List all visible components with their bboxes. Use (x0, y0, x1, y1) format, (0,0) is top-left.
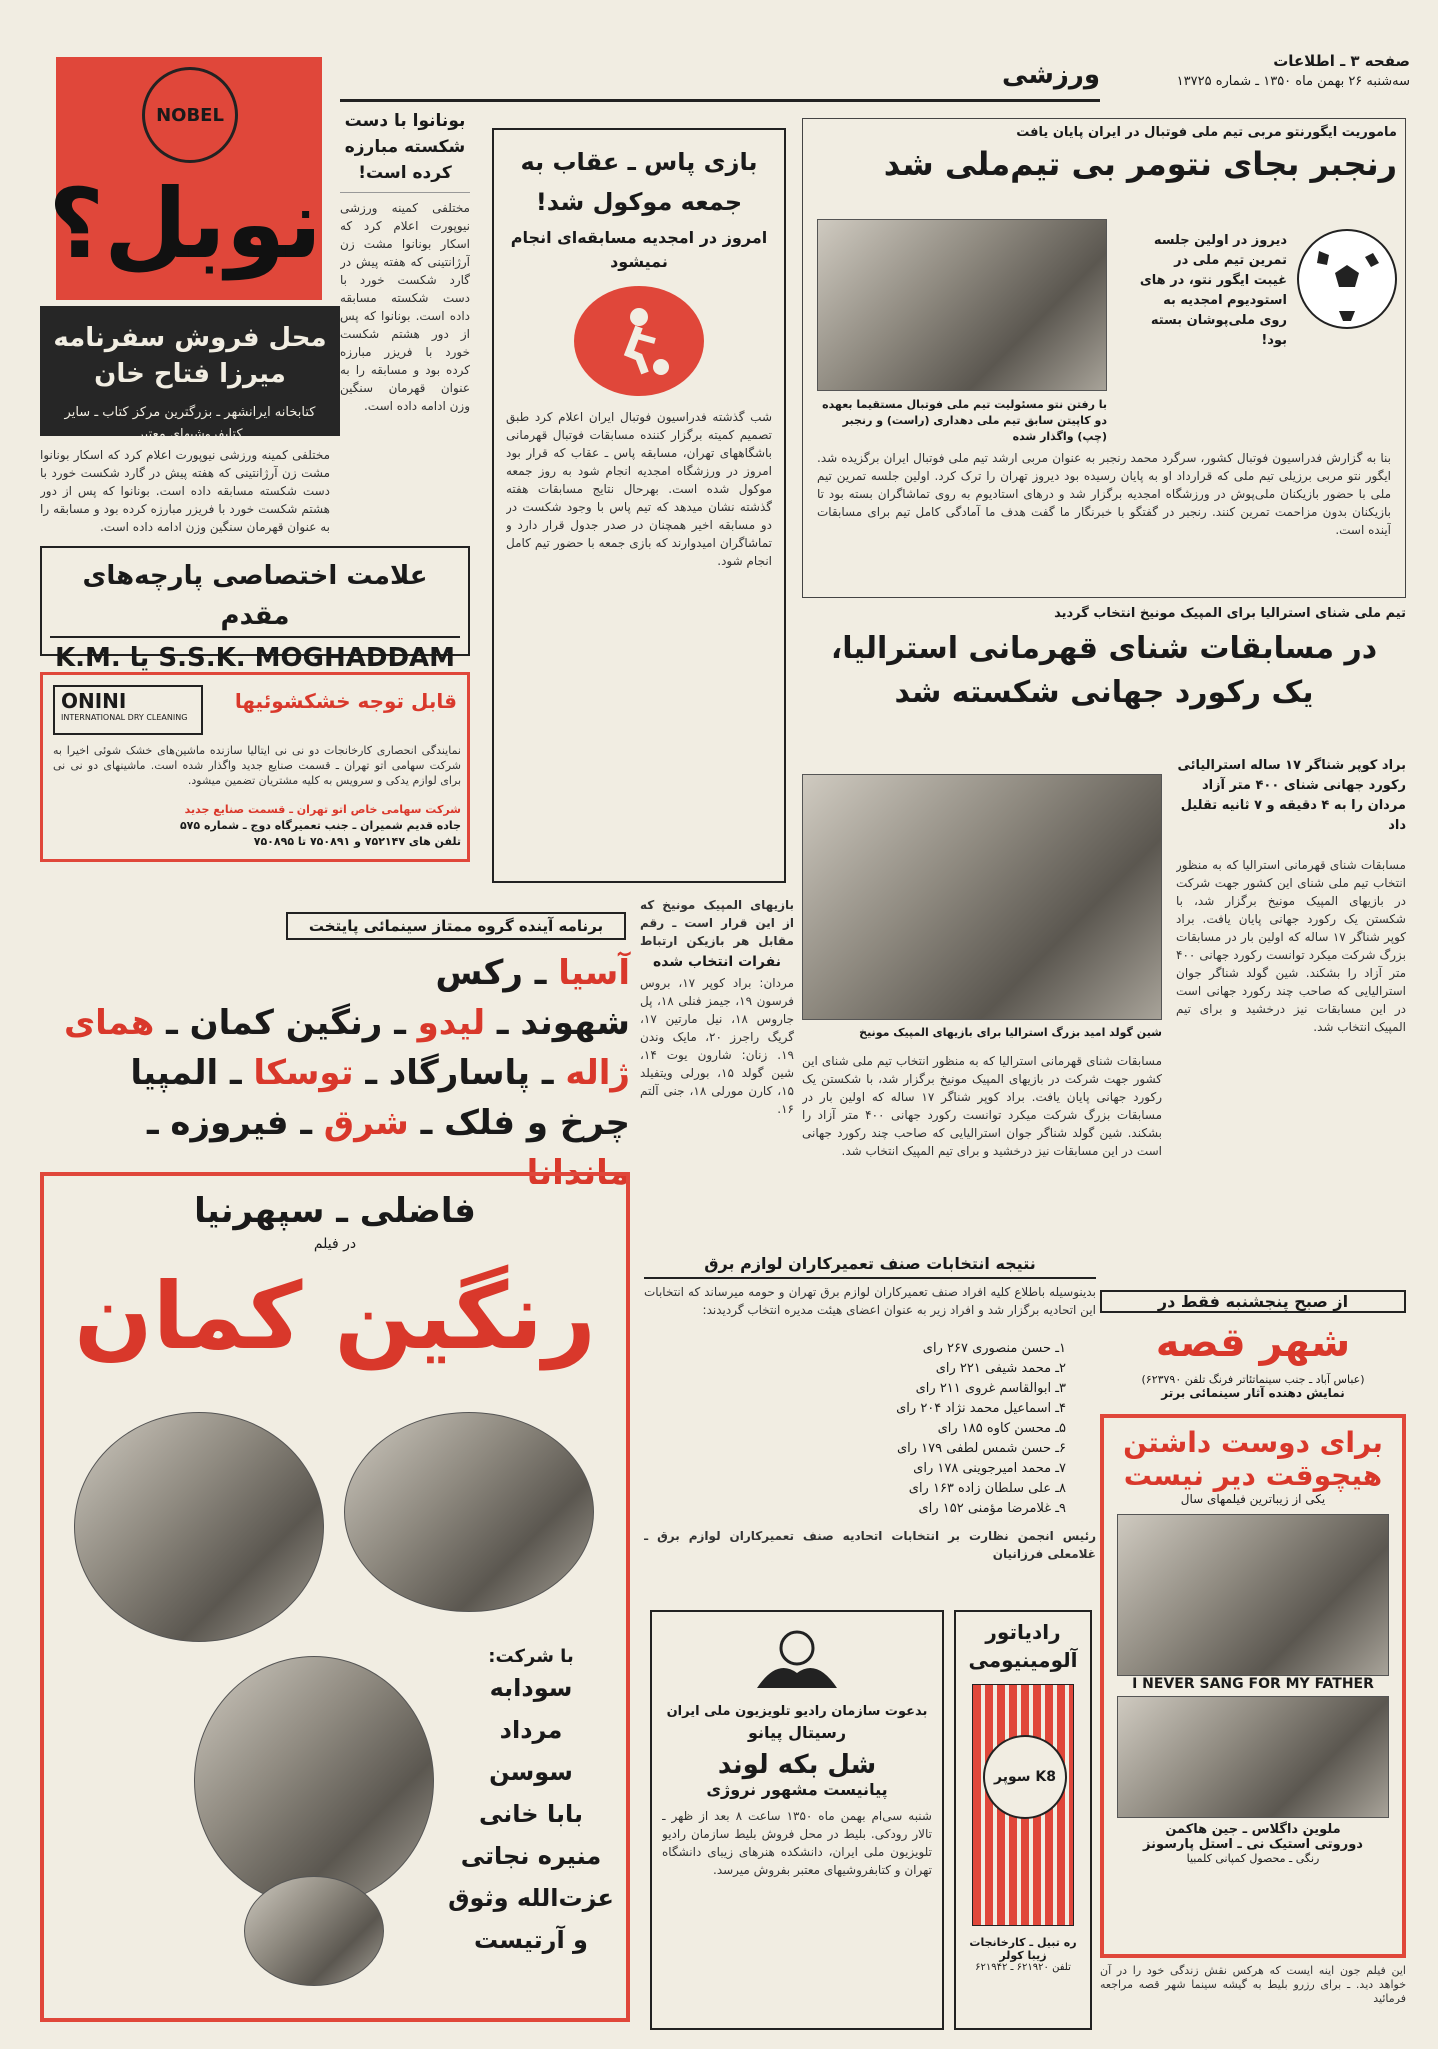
olympic-list-heading: نفرات انتخاب شده (653, 954, 781, 970)
nobel-note: کتابخانه ایرانشهر ـ بزرگترین مرکز کتاب ـ سایر کتابفروشیهای معتبر (64, 405, 316, 442)
date-line: سه‌شنبه ۲۶ بهمن ماه ۱۳۵۰ ـ شماره ۱۳۷۲۵ (1176, 74, 1410, 89)
election-heading: نتیجه انتخابات صنف تعمیرکاران لوازم برق (644, 1254, 1096, 1279)
never-sang-title-1: برای دوست داشتن (1123, 1426, 1383, 1459)
never-sang-photo-1 (1117, 1514, 1389, 1676)
shahr-banner: از صبح پنجشنبه فقط در (1100, 1290, 1406, 1313)
lion-sun-icon (737, 1628, 857, 1698)
trademark-latin: K.M. یا S.S.K. MOGHADDAM (50, 636, 460, 678)
never-sang-cast-2: دوروتی استیک نی ـ استل پارسونز (1143, 1837, 1363, 1852)
pass-oghab-body: شب گذشته فدراسیون فوتبال ایران اعلام کرد طبق تصمیم کمیته برگزار کننده مسابقات فوتبال قهرمانی باشگاههای تهران، مسابقه پاس ـ عقاب که قرار بود امروز در ورزشگاه امجدیه انجام شود به روز جمعه موکول شده است. بهرحال نتایج مسابقات هفته گذشته نشان میدهد که تیم پاس با وجود شکست در دو مسابقه اخیر همچنان در صدر جدول قرار دارد و تماشاگران امیدوارند که بازی جمعه با حضور تیم کامل انجام شود. (506, 410, 772, 568)
pass-oghab-box (492, 128, 786, 883)
main-caption: با رفتن نتو مسئولیت تیم ملی فوتبال مستقیما بعهده دو کاپیتن سابق تیم ملی دهداری (راست) و رنجبر (چپ) واگذار شده (822, 398, 1107, 443)
main-kicker: ماموریت ایگورنتو مربی تیم ملی فوتبال در ایران پایان یافت (1016, 125, 1397, 140)
bunanos-story (340, 108, 470, 538)
radiator-ad (954, 1610, 1092, 2030)
page-info: صفحه ۳ ـ اطلاعات (1273, 52, 1410, 70)
olympic-lede: براد کوپر شناگر ۱۷ ساله استرالیائی رکورد جهانی شنای ۴۰۰ متر آزاد مردان را به ۴ دقیقه و ۷ ثانیه تقلیل داد (1177, 758, 1406, 833)
election-result: ۸ـ علی سلطان زاده ۱۶۳ رای (908, 1481, 1066, 1496)
cinema-list (40, 948, 630, 1193)
football-ball-icon (1299, 231, 1395, 327)
never-sang-photo-2 (1117, 1696, 1389, 1818)
film-stars: فاضلی ـ سپهرنیا (194, 1191, 476, 1231)
bunanos-bottom-text: مختلفی کمینه ورزشی نیوپورت اعلام کرد که اسکار بونانوا مشت زن آرژانتینی که هفته پیش در گارد شکست خورد با دست شکسته مسابقه داده است. بونانوا که پس از دور هشتم شکست خورد با فریزر مبارزه کرده بود و مسابقه را به عنوان قهرمان سنگین وزن ادامه داده است. (40, 448, 330, 534)
recital-type: رسیتال پیانو (747, 1723, 847, 1742)
shahr-cinema: شهر قصه (1155, 1320, 1351, 1366)
pass-oghab-headline: بازی پاس ـ عقاب به جمعه موکول شد! (520, 148, 758, 216)
onini-company: شرکت سهامی خاص اتو تهران ـ قسمت صنایع جدید (184, 803, 461, 816)
election-results (644, 1339, 1096, 1519)
recital-org: بدعوت سازمان رادیو تلویزیون ملی ایران (666, 1704, 928, 1719)
onini-phones: تلفن های ۷۵۲۱۴۷ و ۷۵۰۸۹۱ تا ۷۵۰۸۹۵ (253, 835, 461, 848)
olympic-list (640, 896, 794, 1246)
main-bullet: دیروز در اولین جلسه تمرین تیم ملی در غیبت ایگور نتو، در های استودیوم امجدیه به روی ملی‌پوشان بسته بود! (1139, 233, 1287, 348)
football-ball (1297, 229, 1397, 329)
election-result: ۵ـ محسن کاوه ۱۸۵ رای (937, 1421, 1066, 1436)
election-intro: بدینوسیله باطلاع کلیه افراد صنف تعمیرکاران لوازم برق تهران و حومه میرساند که انتخابات این اتحادیه برگزار شد و افراد زیر به عنوان اعضای هیئت مدیره انتخاب گردیدند: (644, 1285, 1096, 1317)
main-headline: رنجبر بجای نتومر بی تیم‌ملی شد (883, 145, 1397, 183)
onini-logo: ONINI INTERNATIONAL DRY CLEANING (53, 685, 203, 735)
never-sang-tagline: این فیلم جون اینه ایست که هرکس نقش زندگی خود را در آن خواهد دید. ـ برای رزرو بلیط به گیشه سینما شهر قصه مراجعه فرمائید (1100, 1964, 1406, 2004)
olympic-list-intro: بازیهای المپیک مونیخ که از این قرار است ـ رقم مقابل هر بازیکن ارتباط (640, 898, 794, 948)
olympic-photo (802, 774, 1162, 1020)
election-result: ۲ـ محمد شیفی ۲۲۱ رای (935, 1361, 1066, 1376)
shahr-sub: نمایش دهنده آثار سینمائی برتر (1161, 1386, 1345, 1400)
shahr-address: (عباس آباد ـ جنب سینماتئاتر فرنگ تلفن ۶۲۳۷۹۰) (1141, 1373, 1365, 1386)
never-sang-english: I NEVER SANG FOR MY FATHER (1132, 1676, 1374, 1692)
football-player-icon (599, 301, 679, 381)
main-photo (817, 219, 1107, 391)
football-emblem (574, 286, 704, 396)
onini-headline: قابل توجه خشکشوئیها (234, 689, 457, 713)
never-sang-title-2: هیچوقت دیر نیست (1123, 1459, 1383, 1492)
recital-emblem (737, 1628, 857, 1698)
nobel-sub-box (40, 306, 340, 442)
shahr-ghesse-ad (1100, 1290, 1406, 2030)
olympic-headline-1: در مسابقات شنای قهرمانی استرالیا، (830, 631, 1378, 666)
film-photo-1 (74, 1412, 324, 1642)
film-photo-2 (344, 1412, 594, 1612)
radiator-image (972, 1684, 1074, 1926)
recital-details: شنبه سی‌ام بهمن ماه ۱۳۵۰ ساعت ۸ بعد از ظهر ـ تالار رودکی. بلیط در محل فروش بلیط سازمان رادیو تلویزیون ملی ایران، دانشکده هنرهای زیبای دانشگاه تهران و کتابفروشیهای معتبر بفروش میرسد. (662, 1809, 932, 1877)
bunanos-headline: بونانوا با دست شکسته مبارزه کرده است! (340, 108, 470, 193)
cinema-row-1: آسیا ـ رکس (435, 953, 630, 993)
election-result: ۱ـ حسن منصوری ۲۶۷ رای (922, 1341, 1066, 1356)
section-title: ورزشی (340, 60, 1100, 102)
onini-body: نمایندگی انحصاری کارخانجات دو نی نی ایتالیا سازنده ماشین‌های خشک شوئی اخیرا به شرکت سهامی اتو تهران ـ قسمت صنایع جدید واگذار شده است. ماشینهای دو نی نی برای لوازم یدکی و سرویس به کلیه مشتریان تضمین میشود. (53, 744, 461, 787)
election-box (640, 1250, 1100, 1600)
election-result: ۷ـ محمد امیرجوینی ۱۷۸ رای (913, 1461, 1066, 1476)
pass-oghab-sub: امروز در امجدیه مسابقه‌ای انجام نمیشود (510, 228, 768, 271)
olympic-list-body: مردان: براد کوپر ۱۷، بروس فرسون ۱۹، جیمز فنلی ۱۸، پل جاروس ۱۸، نیل مارتین ۱۷، گریگ راجرز ۲۰، مایک وندن ۱۹. زنان: شارون یوت ۱۴، شین گولد ۱۵، بورلی ویتفیلد ۱۵، کارن مورلی ۱۸، جنی آلتم ۱۶. (640, 976, 794, 1116)
olympic-headline-2: یک رکورد جهانی شکسته شد (894, 675, 1314, 710)
film-title: رنگین کمان (74, 1263, 596, 1370)
election-result: ۹ـ غلامرضا مؤمنی ۱۵۲ رای (918, 1501, 1066, 1516)
election-footer: رئیس انجمن نظارت بر انتخابات اتحادیه صنف تعمیرکاران لوازم برق ـ غلامعلی فرزانیان (644, 1529, 1096, 1561)
olympic-story (802, 606, 1406, 1246)
onini-address: جاده قدیم شمیران ـ جنب تعمیرگاه دوج ـ شماره ۵۷۵ (179, 819, 461, 832)
never-sang-sub: یکی از زیباترین فیلمهای سال (1180, 1492, 1326, 1506)
film-photo-4 (244, 1876, 384, 1986)
radiator-brand: K8 سوپر (983, 1735, 1067, 1819)
olympic-kicker: تیم ملی شنای استرالیا برای المپیک مونیخ انتخاب گردید (1054, 606, 1406, 621)
trademark-title: علامت اختصاصی پارچه‌های مقدم (82, 561, 428, 631)
never-sang-studio: رنگی ـ محصول کمپانی کلمبیا (1186, 1852, 1320, 1865)
election-result: ۶ـ حسن شمس لطفی ۱۷۹ رای (896, 1441, 1066, 1456)
nobel-logo: NOBEL (142, 67, 238, 163)
bunanos-body: مختلفی کمینه ورزشی نیوپورت اعلام کرد که اسکار بونانوا مشت زن آرژانتینی که هفته پیش در گارد شکست خورد با دست شکسته مسابقه داده است. بونانوا که پس از دور هشتم شکست خورد با فریزر مبارزه کرده بود و مسابقه را به عنوان قهرمان سنگین وزن ادامه داده است. (340, 201, 470, 413)
cinema-row-3: ژاله ـ پاسارگاد ـ توسکا ـ المپیا (130, 1053, 630, 1093)
never-sang-box (1100, 1414, 1406, 1958)
cinema-banner: برنامه آینده گروه ممتاز سینمائی پایتخت (286, 912, 626, 940)
nobel-brand: نوبل؟ (48, 168, 322, 280)
film-cast: با شرکت: سودابه مرداد سوسن بابا خانی منیره نجاتی عزت‌الله وثوق و آرتیست (448, 1646, 614, 1954)
main-story (802, 118, 1406, 598)
cinema-row-2: شهوند ـ لیدو ـ رنگین کمان ـ همای (64, 1003, 630, 1043)
election-result: ۳ـ ابوالقاسم غروی ۲۱۱ رای (915, 1381, 1066, 1396)
election-result: ۴ـ اسماعیل محمد نژاد ۲۰۴ رای (896, 1401, 1066, 1416)
main-body: بنا به گزارش فدراسیون فوتبال کشور، سرگرد محمد رنجبر به عنوان مربی ارشد تیم ملی فوتبال ایران برگزیده شد. ایگور نتو مربی برزیلی تیم ملی که قرارداد او به پایان رسیده بود دیروز تهران را ترک کرد. اولین جلسه تمرین تیم ملی با حضور بازیکنان ملی‌پوش در ورزشگاه امجدیه برگزار شد و درهای استادیوم به روی تماشاگران بسته بود تا بازیکنان بدون مزاحمت تمرین کنند. رنجبر در گفتگو با خبرنگار ما گفت هدف ما آمادگی کامل تیم برای مسابقات آینده است. (817, 451, 1391, 537)
radiator-title: رادیاتور آلومینیومی (968, 1620, 1078, 1672)
nobel-subtitle: محل فروش سفرنامه میرزا فتاح خان (53, 323, 327, 389)
olympic-body-2: مسابقات شنای قهرمانی استرالیا که به منظور انتخاب تیم ملی شنای این کشور جهت شرکت در بازیهای المپیک مونیخ برگزار شد، با شکستن یک رکورد جهانی پایان یافت. براد کوپر شناگر ۱۷ ساله که اولین بار در مسابقات بزرگ شرکت میکرد توانست رکورد جهانی ۴۰۰ متر آزاد را بشکند. شین گولد شناگر جوان استرالیایی که صاحب چند رکورد جهانی است در این مسابقات نیز درخشید و برای تیم المپیک انتخاب شد. (802, 1054, 1162, 1158)
nobel-ad (48, 57, 322, 300)
film-pretitle: در فیلم (313, 1236, 357, 1252)
onini-ad (40, 672, 470, 862)
film-photo-3 (194, 1656, 434, 1906)
olympic-caption: شین گولد امید بزرگ استرالیا برای بازیهای المپیک مونیخ (859, 1026, 1162, 1039)
recital-box (650, 1610, 944, 2030)
masthead (1070, 52, 1410, 108)
rangin-kaman-ad (40, 1172, 630, 2022)
recital-artist: شل بکه لوند (717, 1750, 877, 1780)
olympic-body: مسابقات شنای قهرمانی استرالیا که به منظور انتخاب تیم ملی شنای این کشور جهت شرکت در بازیهای المپیک مونیخ برگزار شد، با شکستن یک رکورد جهانی پایان یافت. براد کوپر شناگر ۱۷ ساله که اولین بار در مسابقات بزرگ شرکت میکرد توانست رکورد جهانی ۴۰۰ متر آزاد را بشکند. شین گولد شناگر جوان استرالیایی که صاحب چند رکورد جهانی است در این مسابقات نیز درخشید و برای تیم المپیک انتخاب شد. (1176, 858, 1406, 1034)
never-sang-cast: ملوین داگلاس ـ جین هاکمن (1165, 1822, 1341, 1837)
cinema-row-4: چرخ و فلک ـ شرق ـ فیروزه ـ ماندانا (146, 1103, 630, 1193)
trademark-box (40, 546, 470, 673)
radiator-maker: ره تبیل ـ کارخانجات زیبا کولر (969, 1936, 1077, 1962)
radiator-phone: تلفن ۶۲۱۹۲۰ ـ ۶۲۱۹۴۲ (975, 1962, 1071, 1973)
recital-artist-desc: پیانیست مشهور نروژی (706, 1780, 888, 1799)
